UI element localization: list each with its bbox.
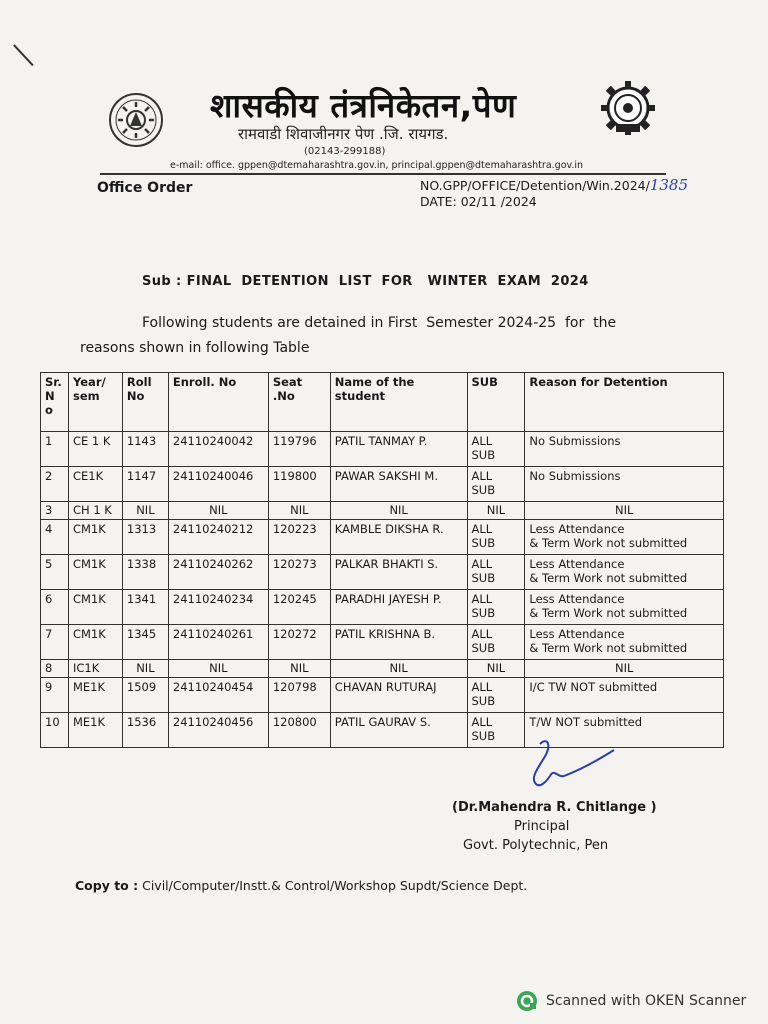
cell-sub: ALL SUB — [467, 432, 525, 467]
cell-roll: NIL — [122, 502, 168, 520]
cell-year: CM1K — [68, 590, 122, 625]
cell-seat: 120245 — [268, 590, 330, 625]
cell-seat: 120273 — [268, 555, 330, 590]
cell-name: PATIL TANMAY P. — [330, 432, 467, 467]
signatory-title: Principal — [514, 819, 570, 834]
table-row — [41, 625, 724, 660]
cell-sr: 6 — [41, 590, 69, 625]
detention-table — [40, 372, 724, 748]
copy-to-label: Copy to : — [75, 878, 139, 893]
cell-name: NIL — [330, 502, 467, 520]
cell-roll: 1338 — [122, 555, 168, 590]
cell-name: CHAVAN RUTURAJ — [330, 678, 467, 713]
cell-seat: 120272 — [268, 625, 330, 660]
cell-year: CM1K — [68, 625, 122, 660]
cell-sr: 9 — [41, 678, 69, 713]
cell-sub: ALL SUB — [467, 555, 525, 590]
institute-phone: (02143-299188) — [304, 146, 386, 157]
cell-sub: ALL SUB — [467, 520, 525, 555]
cell-enroll: 24110240046 — [168, 467, 268, 502]
cell-year: CE1K — [68, 467, 122, 502]
cell-seat: 119800 — [268, 467, 330, 502]
cell-name: PAWAR SAKSHI M. — [330, 467, 467, 502]
cell-reason: I/C TW NOT submitted — [525, 678, 724, 713]
scanner-watermark — [516, 990, 746, 1012]
cell-roll: 1341 — [122, 590, 168, 625]
cell-roll: 1509 — [122, 678, 168, 713]
cell-sr: 10 — [41, 713, 69, 748]
institute-name: शासकीय तंत्रनिकेतन,पेण — [210, 86, 517, 125]
subject-line: Sub : FINAL DETENTION LIST FOR WINTER EXAM 2024 — [142, 274, 589, 289]
header-enroll: Enroll. No — [168, 373, 268, 432]
cell-enroll: 24110240454 — [168, 678, 268, 713]
cell-year: ME1K — [68, 713, 122, 748]
cell-sub: ALL SUB — [467, 678, 525, 713]
header-seat: Seat .No — [268, 373, 330, 432]
cell-sr: 4 — [41, 520, 69, 555]
cell-enroll: 24110240261 — [168, 625, 268, 660]
table-row — [41, 502, 724, 520]
table-row — [41, 660, 724, 678]
copy-to — [75, 878, 527, 893]
cell-roll: 1147 — [122, 467, 168, 502]
cell-enroll: 24110240234 — [168, 590, 268, 625]
cell-roll: 1345 — [122, 625, 168, 660]
table-row — [41, 713, 724, 748]
signatory-name: (Dr.Mahendra R. Chitlange ) — [452, 800, 657, 815]
cell-sr: 3 — [41, 502, 69, 520]
cell-sub: ALL SUB — [467, 467, 525, 502]
cell-year: ME1K — [68, 678, 122, 713]
cell-reason: NIL — [525, 660, 724, 678]
cell-name: PALKAR BHAKTI S. — [330, 555, 467, 590]
cell-year: CH 1 K — [68, 502, 122, 520]
cell-enroll: NIL — [168, 660, 268, 678]
cell-roll: 1536 — [122, 713, 168, 748]
intro-line-1: Following students are detained in First Semester 2024-25 for the — [142, 315, 617, 331]
cell-sub: ALL SUB — [467, 713, 525, 748]
header-sr: Sr. N o — [41, 373, 69, 432]
cell-seat: 120800 — [268, 713, 330, 748]
cell-year: CM1K — [68, 555, 122, 590]
cell-sub: ALL SUB — [467, 625, 525, 660]
cell-name: NIL — [330, 660, 467, 678]
table-row — [41, 555, 724, 590]
table-body — [41, 432, 724, 748]
cell-reason: NIL — [525, 502, 724, 520]
office-order-heading: Office Order — [97, 180, 193, 196]
table-row — [41, 432, 724, 467]
header-year: Year/ sem — [68, 373, 122, 432]
cell-year: CE 1 K — [68, 432, 122, 467]
right-gear-emblem-logo — [600, 80, 656, 136]
scanner-watermark-text: Scanned with OKEN Scanner — [546, 993, 747, 1009]
cell-sr: 8 — [41, 660, 69, 678]
order-number-handwritten: 1385 — [649, 176, 689, 194]
cell-sr: 5 — [41, 555, 69, 590]
pen-mark — [13, 44, 33, 66]
cell-seat: NIL — [268, 660, 330, 678]
cell-name: KAMBLE DIKSHA R. — [330, 520, 467, 555]
cell-year: CM1K — [68, 520, 122, 555]
copy-to-recipients: Civil/Computer/Instt.& Control/Workshop Supdt/Science Dept. — [138, 878, 528, 893]
institute-address: रामवाडी शिवाजीनगर पेण .जि. रायगड. — [238, 125, 449, 143]
cell-enroll: 24110240212 — [168, 520, 268, 555]
header-sub: SUB — [467, 373, 525, 432]
signatory-office: Govt. Polytechnic, Pen — [463, 838, 609, 853]
cell-enroll: NIL — [168, 502, 268, 520]
cell-sr: 1 — [41, 432, 69, 467]
cell-seat: 120798 — [268, 678, 330, 713]
header-roll: Roll No — [122, 373, 168, 432]
cell-reason: Less Attendance & Term Work not submitted — [525, 520, 724, 555]
order-date: DATE: 02/11 /2024 — [420, 194, 537, 209]
cell-sub: NIL — [467, 502, 525, 520]
cell-sr: 7 — [41, 625, 69, 660]
table-row — [41, 467, 724, 502]
cell-reason: Less Attendance & Term Work not submitted — [525, 590, 724, 625]
cell-seat: NIL — [268, 502, 330, 520]
order-number-prefix: NO.GPP/OFFICE/Detention/Win.2024/ — [420, 178, 650, 193]
cell-sub: ALL SUB — [467, 590, 525, 625]
cell-reason: No Submissions — [525, 432, 724, 467]
table-row — [41, 678, 724, 713]
principal-signature — [510, 738, 620, 798]
order-number — [420, 176, 688, 194]
cell-roll: 1143 — [122, 432, 168, 467]
cell-reason: No Submissions — [525, 467, 724, 502]
cell-enroll: 24110240042 — [168, 432, 268, 467]
institute-email: e-mail: office. gppen@dtemaharashtra.gov.in, principal.gppen@dtemaharashtra.gov.in — [170, 160, 584, 171]
left-emblem-logo — [108, 92, 164, 148]
cell-name: PARADHI JAYESH P. — [330, 590, 467, 625]
cell-reason: T/W NOT submitted — [525, 713, 724, 748]
header-reason: Reason for Detention — [525, 373, 724, 432]
intro-line-2: reasons shown in following Table — [80, 340, 310, 356]
header-divider — [100, 173, 666, 175]
cell-name: PATIL GAURAV S. — [330, 713, 467, 748]
header-name: Name of the student — [330, 373, 467, 432]
oken-scanner-icon — [516, 990, 538, 1012]
cell-sub: NIL — [467, 660, 525, 678]
table-row — [41, 590, 724, 625]
cell-seat: 120223 — [268, 520, 330, 555]
cell-sr: 2 — [41, 467, 69, 502]
table-header-row — [41, 373, 724, 432]
cell-roll: NIL — [122, 660, 168, 678]
cell-name: PATIL KRISHNA B. — [330, 625, 467, 660]
cell-reason: Less Attendance & Term Work not submitted — [525, 555, 724, 590]
table-row — [41, 520, 724, 555]
cell-year: IC1K — [68, 660, 122, 678]
cell-reason: Less Attendance & Term Work not submitted — [525, 625, 724, 660]
cell-enroll: 24110240456 — [168, 713, 268, 748]
cell-roll: 1313 — [122, 520, 168, 555]
cell-enroll: 24110240262 — [168, 555, 268, 590]
cell-seat: 119796 — [268, 432, 330, 467]
